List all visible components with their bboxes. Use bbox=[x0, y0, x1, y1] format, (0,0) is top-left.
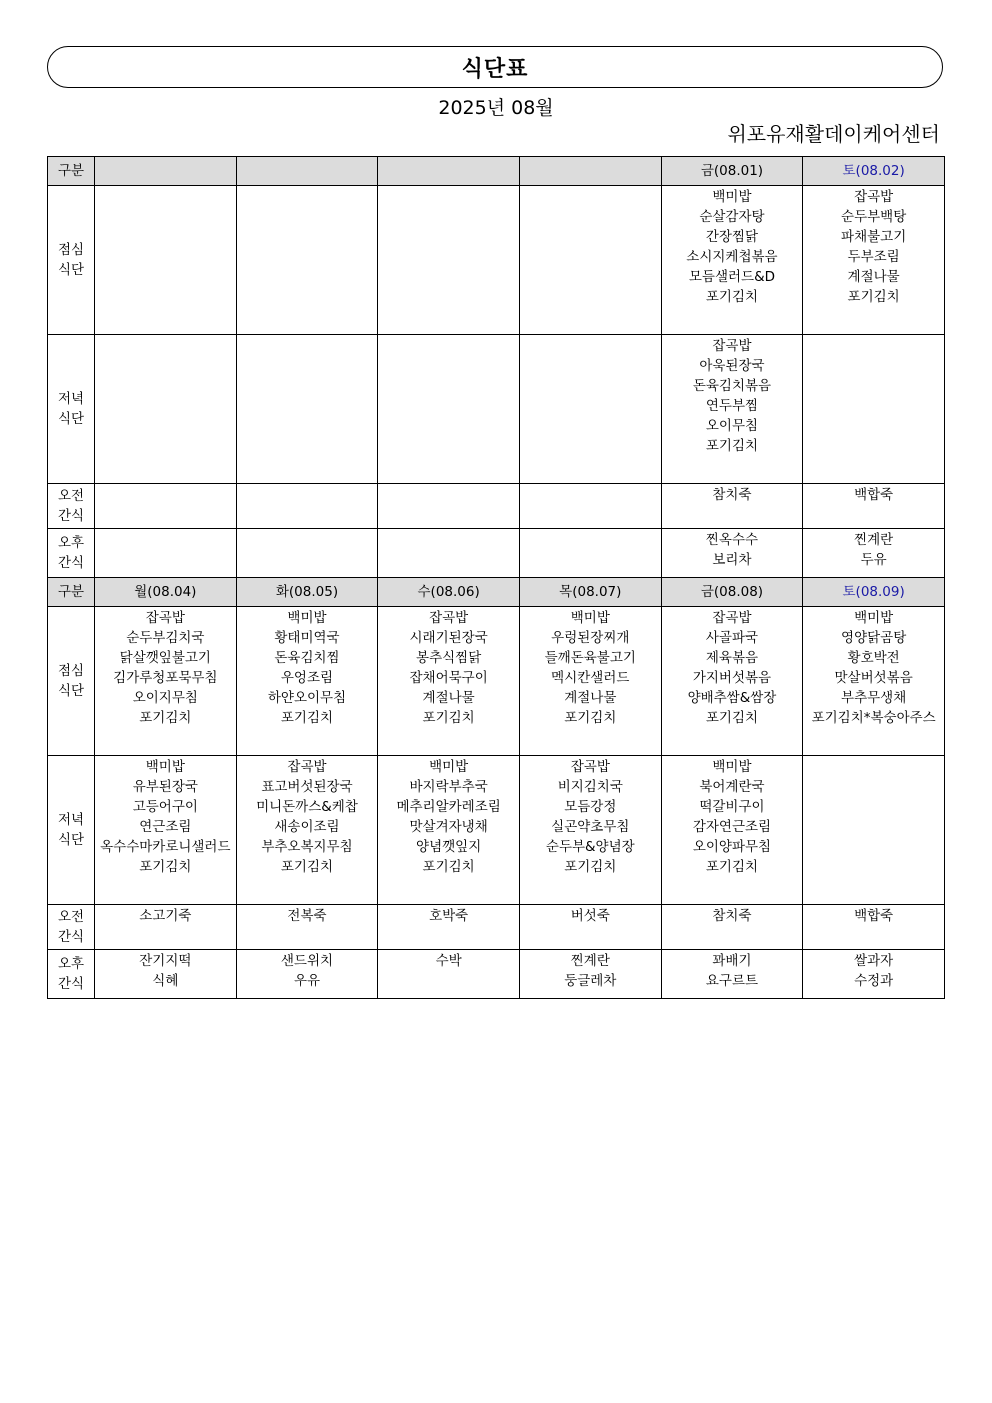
menu-item: 포기김치 bbox=[705, 289, 759, 305]
menu-item: 계절나물 bbox=[847, 269, 900, 285]
menu-item: 시래기된장국 bbox=[409, 630, 488, 646]
menu-item: 맛살버섯볶음 bbox=[834, 670, 913, 686]
menu-item: 백미밥 bbox=[570, 610, 610, 626]
row-label-text: 식단 bbox=[57, 832, 85, 848]
menu-item: 버섯죽 bbox=[570, 908, 610, 924]
dinner-row bbox=[48, 335, 945, 484]
meal-cell bbox=[236, 756, 378, 905]
row-label-text: 점심 bbox=[57, 242, 85, 258]
menu-item: 백합죽 bbox=[854, 487, 894, 503]
menu-item: 잡곡밥 bbox=[145, 610, 185, 626]
menu-item: 실곤약초무침 bbox=[551, 819, 630, 835]
menu-item: 수정과 bbox=[854, 973, 894, 989]
menu-item: 찐계란 bbox=[570, 953, 610, 969]
menu-item: 백미밥 bbox=[712, 759, 752, 775]
menu-item: 포기김치 bbox=[280, 710, 334, 726]
pm-snack-label bbox=[48, 529, 95, 578]
menu-item: 전복죽 bbox=[287, 908, 327, 924]
meal-cell bbox=[95, 950, 237, 999]
day-header: 목(08.07) bbox=[519, 578, 661, 607]
row-label-text: 간식 bbox=[57, 508, 85, 524]
am-snack-row bbox=[48, 484, 945, 529]
menu-item: 돈육김치찜 bbox=[274, 650, 340, 666]
row-label-text: 식단 bbox=[57, 411, 85, 427]
menu-item: 백미밥 bbox=[287, 610, 327, 626]
menu-item: 가지버섯볶음 bbox=[692, 670, 772, 686]
menu-item: 순살감자탕 bbox=[699, 209, 765, 225]
menu-item: 새송이조림 bbox=[274, 819, 340, 835]
menu-item: 잡곡밥 bbox=[570, 759, 610, 775]
menu-item: 포기김치 bbox=[139, 710, 192, 726]
menu-item: 백미밥 bbox=[854, 610, 894, 626]
division-label: 구분 bbox=[48, 157, 95, 186]
menu-item: 백미밥 bbox=[429, 759, 469, 775]
row-label-text: 점심 bbox=[57, 663, 85, 679]
menu-item: 잡곡밥 bbox=[429, 610, 469, 626]
row-label-text: 간식 bbox=[57, 976, 85, 992]
week-header-row bbox=[48, 157, 945, 186]
menu-item: 포기김치 bbox=[705, 710, 759, 726]
meal-cell bbox=[236, 905, 378, 950]
meal-cell bbox=[519, 756, 661, 905]
meal-cell bbox=[378, 905, 520, 950]
menu-item: 황태미역국 bbox=[274, 630, 340, 646]
menu-item: 포기김치 bbox=[847, 289, 900, 305]
menu-item: 오이지무침 bbox=[132, 690, 198, 706]
meal-cell bbox=[803, 484, 945, 529]
menu-item: 포기김치*복숭아주스 bbox=[811, 710, 936, 726]
pm-snack-row bbox=[48, 529, 945, 578]
menu-item: 들깨돈육불고기 bbox=[544, 650, 636, 666]
meal-cell bbox=[378, 607, 520, 756]
menu-item: 모듬샐러드&D bbox=[688, 269, 776, 285]
menu-item: 김가루청포묵무침 bbox=[113, 670, 218, 686]
day-header: 토(08.02) bbox=[803, 157, 945, 186]
row-label-text: 오전 bbox=[57, 488, 85, 504]
menu-item: 두유 bbox=[860, 552, 887, 568]
menu-item: 맛살겨자냉채 bbox=[409, 819, 488, 835]
row-label-text: 저녁 bbox=[57, 812, 85, 828]
menu-item: 비지김치국 bbox=[557, 779, 623, 795]
menu-item: 순두부김치국 bbox=[126, 630, 205, 646]
meal-cell bbox=[661, 484, 803, 529]
meal-cell bbox=[378, 186, 520, 335]
menu-item: 고등어구이 bbox=[132, 799, 198, 815]
dinner-label bbox=[48, 756, 95, 905]
menu-item: 영양닭곰탕 bbox=[841, 630, 907, 646]
menu-item: 닭살깻잎불고기 bbox=[119, 650, 211, 666]
menu-item: 포기김치 bbox=[422, 710, 475, 726]
menu-item: 황호박전 bbox=[847, 650, 900, 666]
meal-cell bbox=[378, 950, 520, 999]
menu-item: 우엉조림 bbox=[280, 670, 334, 686]
meal-table bbox=[47, 156, 945, 999]
menu-item: 우유 bbox=[293, 973, 321, 989]
meal-cell bbox=[378, 335, 520, 484]
menu-item: 계절나물 bbox=[422, 690, 475, 706]
day-header bbox=[378, 157, 520, 186]
day-header: 토(08.09) bbox=[803, 578, 945, 607]
menu-item: 모듬강정 bbox=[564, 799, 617, 815]
menu-item: 포기김치 bbox=[705, 859, 759, 875]
meal-cell bbox=[236, 186, 378, 335]
center-name: 위포유재활데이케어센터 bbox=[727, 122, 940, 146]
meal-cell bbox=[519, 335, 661, 484]
day-header: 수(08.06) bbox=[378, 578, 520, 607]
menu-item: 백미밥 bbox=[712, 189, 752, 205]
menu-item: 포기김치 bbox=[280, 859, 334, 875]
menu-item: 참치죽 bbox=[712, 908, 752, 924]
menu-item: 표고버섯된장국 bbox=[261, 779, 353, 795]
menu-item: 봉추식찜닭 bbox=[416, 650, 482, 666]
menu-item: 식혜 bbox=[152, 973, 179, 989]
menu-item: 순두부백탕 bbox=[841, 209, 907, 225]
menu-item: 유부된장국 bbox=[132, 779, 198, 795]
meal-cell bbox=[803, 756, 945, 905]
title-box bbox=[47, 46, 943, 88]
menu-item: 샌드위치 bbox=[280, 953, 334, 969]
meal-cell bbox=[378, 756, 520, 905]
row-label-text: 오후 bbox=[57, 956, 85, 972]
dinner-row bbox=[48, 756, 945, 905]
row-label-text: 식단 bbox=[57, 683, 85, 699]
meal-cell bbox=[236, 335, 378, 484]
row-label-text: 오후 bbox=[57, 535, 85, 551]
row-label-text: 간식 bbox=[57, 555, 85, 571]
menu-item: 북어계란국 bbox=[699, 779, 765, 795]
menu-item: 백미밥 bbox=[145, 759, 185, 775]
menu-item: 포기김치 bbox=[564, 710, 617, 726]
meal-cell bbox=[519, 950, 661, 999]
menu-item: 오이양파무침 bbox=[692, 839, 772, 855]
meal-cell bbox=[661, 950, 803, 999]
meal-cell bbox=[378, 529, 520, 578]
menu-item: 잡채어묵구이 bbox=[409, 670, 488, 686]
meal-cell bbox=[803, 335, 945, 484]
menu-item: 둥글레차 bbox=[564, 973, 617, 989]
meal-cell bbox=[236, 950, 378, 999]
menu-item: 호박죽 bbox=[429, 908, 469, 924]
meal-cell bbox=[236, 529, 378, 578]
month-subtitle: 2025년 08월 bbox=[438, 97, 554, 119]
menu-item: 계절나물 bbox=[564, 690, 617, 706]
lunch-label bbox=[48, 186, 95, 335]
meal-cell bbox=[378, 484, 520, 529]
menu-item: 제육볶음 bbox=[705, 650, 759, 666]
menu-item: 수박 bbox=[435, 953, 462, 969]
meal-cell bbox=[95, 335, 237, 484]
day-header: 화(08.05) bbox=[236, 578, 378, 607]
menu-item: 사골파국 bbox=[705, 630, 759, 646]
menu-item: 바지락부추국 bbox=[409, 779, 488, 795]
division-label: 구분 bbox=[48, 578, 95, 607]
pm-snack-label bbox=[48, 950, 95, 999]
am-snack-label bbox=[48, 484, 95, 529]
lunch-row bbox=[48, 186, 945, 335]
menu-item: 오이무침 bbox=[705, 418, 759, 434]
menu-item: 미니돈까스&케찹 bbox=[256, 799, 358, 815]
menu-item: 소고기죽 bbox=[139, 908, 192, 924]
meal-cell bbox=[519, 484, 661, 529]
menu-item: 순두부&양념장 bbox=[545, 839, 635, 855]
row-label-text: 간식 bbox=[57, 929, 85, 945]
meal-cell bbox=[803, 607, 945, 756]
am-snack-row bbox=[48, 905, 945, 950]
menu-item: 포기김치 bbox=[422, 859, 475, 875]
am-snack-label bbox=[48, 905, 95, 950]
day-header: 금(08.01) bbox=[661, 157, 803, 186]
row-label-text: 식단 bbox=[57, 262, 85, 278]
meal-cell bbox=[236, 607, 378, 756]
menu-item: 두부조림 bbox=[847, 249, 900, 265]
menu-item: 감자연근조림 bbox=[692, 819, 772, 835]
week-header-row bbox=[48, 578, 945, 607]
menu-item: 잡곡밥 bbox=[854, 189, 894, 205]
meal-cell bbox=[519, 607, 661, 756]
day-header: 금(08.08) bbox=[661, 578, 803, 607]
menu-item: 보리차 bbox=[712, 552, 752, 568]
meal-cell bbox=[661, 607, 803, 756]
menu-item: 요구르트 bbox=[705, 973, 759, 989]
menu-item: 백합죽 bbox=[854, 908, 894, 924]
menu-item: 하얀오이무침 bbox=[267, 690, 347, 706]
menu-item: 부추무생채 bbox=[841, 690, 907, 706]
meal-cell bbox=[95, 607, 237, 756]
menu-item: 잔기지떡 bbox=[139, 953, 192, 969]
meal-cell bbox=[95, 529, 237, 578]
menu-item: 아욱된장국 bbox=[699, 358, 765, 374]
menu-item: 파채불고기 bbox=[841, 229, 907, 245]
menu-item: 쌀과자 bbox=[854, 953, 894, 969]
menu-item: 잡곡밥 bbox=[712, 338, 752, 354]
menu-item: 돈육김치볶음 bbox=[692, 378, 772, 394]
menu-item: 찐옥수수 bbox=[705, 532, 759, 548]
meal-cell bbox=[519, 905, 661, 950]
menu-item: 포기김치 bbox=[139, 859, 192, 875]
meal-cell bbox=[661, 335, 803, 484]
meal-cell bbox=[661, 756, 803, 905]
day-header bbox=[95, 157, 237, 186]
lunch-label bbox=[48, 607, 95, 756]
meal-cell bbox=[95, 484, 237, 529]
meal-cell bbox=[519, 186, 661, 335]
menu-item: 간장찜닭 bbox=[705, 229, 759, 245]
meal-cell bbox=[803, 529, 945, 578]
meal-cell bbox=[803, 950, 945, 999]
menu-item: 멕시칸샐러드 bbox=[551, 670, 630, 686]
day-header: 월(08.04) bbox=[95, 578, 237, 607]
day-header bbox=[236, 157, 378, 186]
menu-item: 메추리알카레조림 bbox=[396, 799, 501, 815]
menu-item: 소시지케첩볶음 bbox=[686, 249, 778, 265]
row-label-text: 오전 bbox=[57, 909, 85, 925]
menu-item: 부추오복지무침 bbox=[261, 839, 353, 855]
menu-item: 잡곡밥 bbox=[287, 759, 327, 775]
row-label-text: 저녁 bbox=[57, 391, 85, 407]
meal-cell bbox=[661, 186, 803, 335]
meal-cell bbox=[803, 905, 945, 950]
meal-cell bbox=[661, 905, 803, 950]
pm-snack-row bbox=[48, 950, 945, 999]
menu-item: 연두부찜 bbox=[705, 398, 759, 414]
menu-item: 우렁된장찌개 bbox=[551, 630, 630, 646]
dinner-label bbox=[48, 335, 95, 484]
meal-cell bbox=[95, 756, 237, 905]
lunch-row bbox=[48, 607, 945, 756]
menu-item: 양배추쌈&쌈장 bbox=[687, 690, 777, 706]
meal-cell bbox=[236, 484, 378, 529]
menu-item: 연근조림 bbox=[139, 819, 192, 835]
meal-cell bbox=[661, 529, 803, 578]
menu-item: 잡곡밥 bbox=[712, 610, 752, 626]
menu-item: 옥수수마카로니샐러드 bbox=[100, 839, 231, 855]
menu-item: 양념깻잎지 bbox=[416, 839, 482, 855]
menu-item: 꽈배기 bbox=[712, 953, 752, 969]
menu-item: 떡갈비구이 bbox=[699, 799, 765, 815]
menu-item: 참치죽 bbox=[712, 487, 752, 503]
meal-cell bbox=[803, 186, 945, 335]
menu-item: 포기김치 bbox=[705, 438, 759, 454]
meal-cell bbox=[95, 905, 237, 950]
day-header bbox=[519, 157, 661, 186]
meal-cell bbox=[95, 186, 237, 335]
meal-cell bbox=[519, 529, 661, 578]
menu-item: 찐계란 bbox=[854, 532, 894, 548]
menu-item: 포기김치 bbox=[564, 859, 617, 875]
page-title: 식단표 bbox=[461, 56, 529, 82]
